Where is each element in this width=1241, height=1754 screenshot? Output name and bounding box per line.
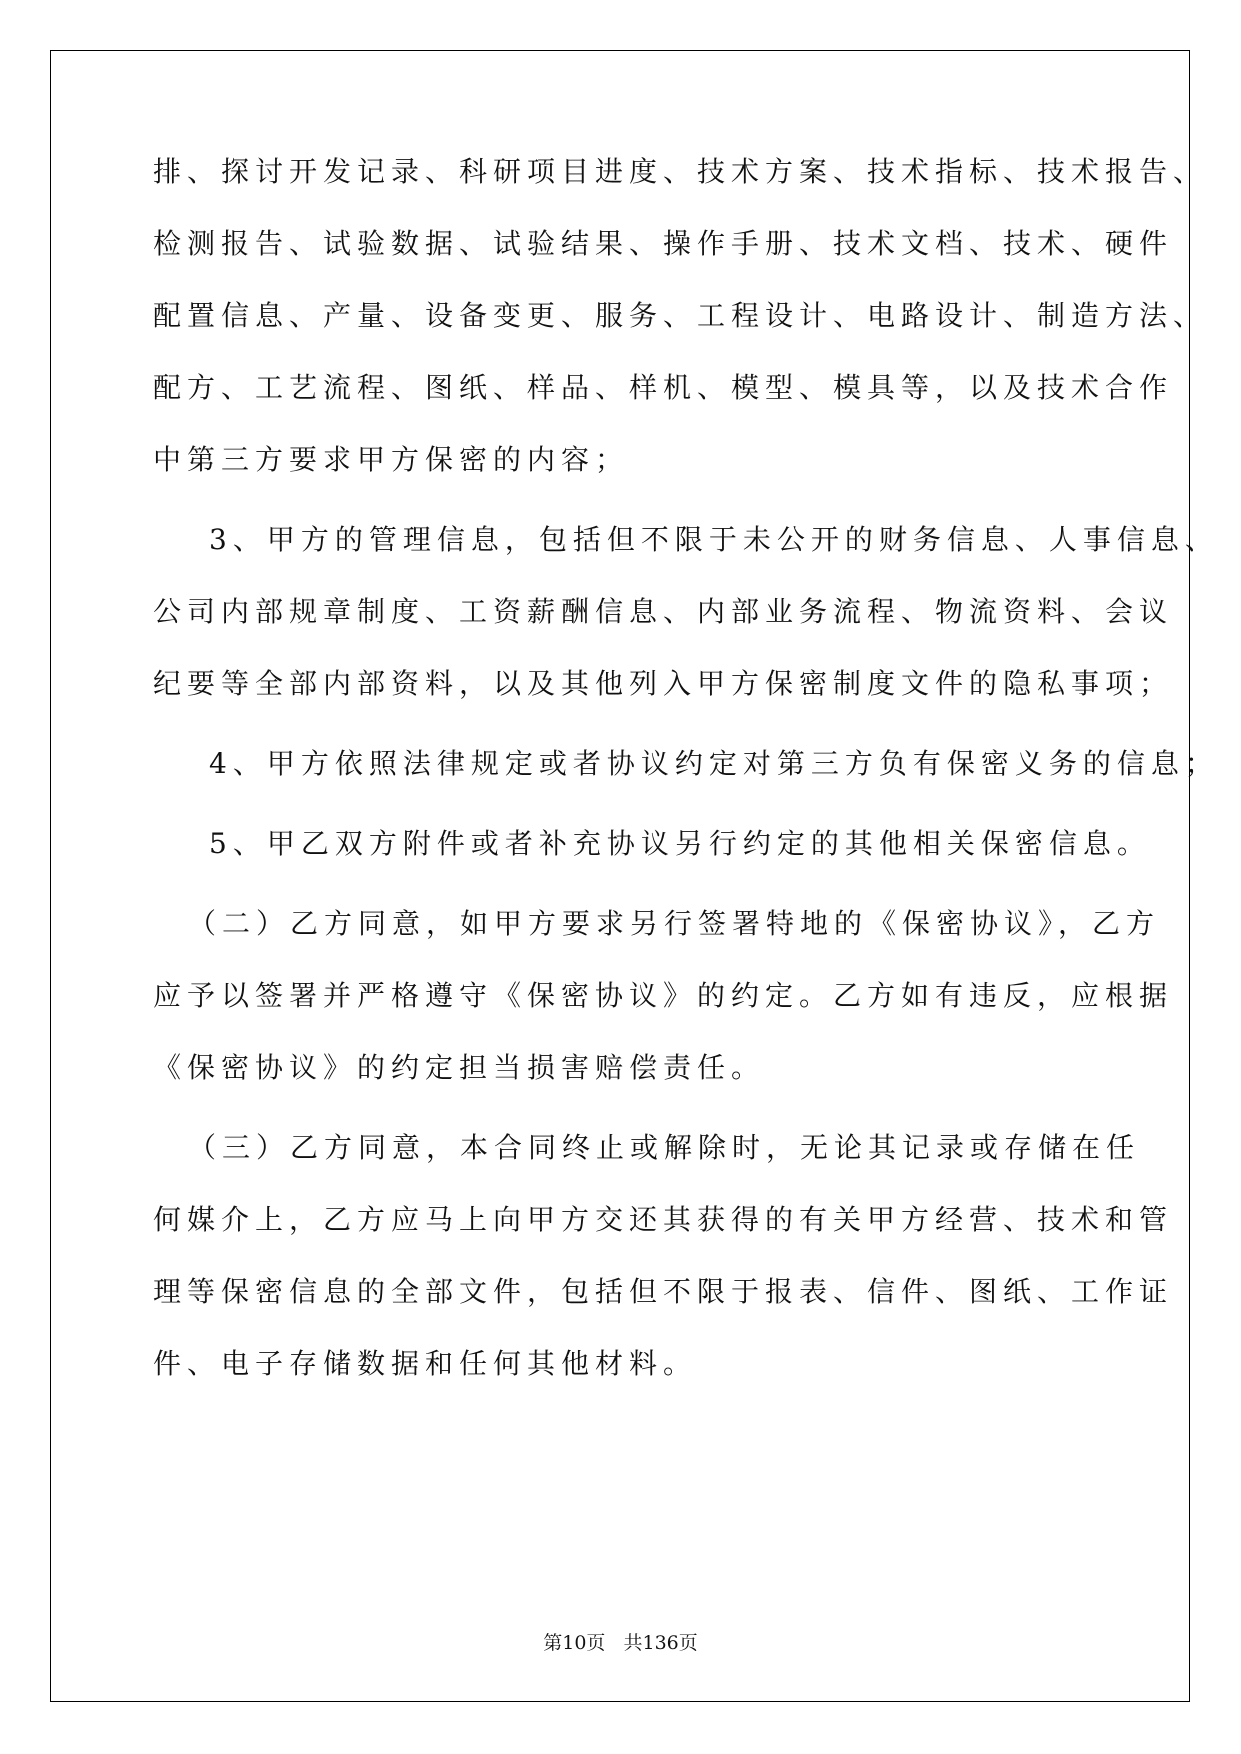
body-line: （二）乙方同意，如甲方要求另行签署特地的《保密协议》，乙方 bbox=[188, 907, 1161, 940]
body-line: （三）乙方同意，本合同终止或解除时，无论其记录或存储在任 bbox=[188, 1131, 1141, 1164]
body-line: 件、电子存储数据和任何其他材料。 bbox=[153, 1347, 698, 1380]
body-line: 5、甲乙双方附件或者补充协议另行约定的其他相关保密信息。 bbox=[209, 827, 1151, 860]
body-line: 应予以签署并严格遵守《保密协议》的约定。乙方如有违反，应根据 bbox=[153, 979, 1174, 1012]
body-line: 何媒介上，乙方应马上向甲方交还其获得的有关甲方经营、技术和管 bbox=[153, 1203, 1174, 1236]
body-line: 纪要等全部内部资料，以及其他列入甲方保密制度文件的隐私事项； bbox=[153, 667, 1174, 700]
page-number: 第10页 bbox=[543, 1632, 606, 1654]
body-line: 4、甲方依照法律规定或者协议约定对第三方负有保密义务的信息； bbox=[209, 747, 1219, 780]
body-line: 《保密协议》的约定担当损害赔偿责任。 bbox=[153, 1051, 766, 1084]
page-footer bbox=[0, 1628, 1241, 1655]
body-line: 3、甲方的管理信息，包括但不限于未公开的财务信息、人事信息、 bbox=[209, 523, 1219, 556]
body-line: 配方、工艺流程、图纸、样品、样机、模型、模具等，以及技术合作 bbox=[153, 371, 1174, 404]
body-line: 公司内部规章制度、工资薪酬信息、内部业务流程、物流资料、会议 bbox=[153, 595, 1174, 628]
body-line: 排、探讨开发记录、科研项目进度、技术方案、技术指标、技术报告、 bbox=[153, 155, 1208, 188]
body-line: 中第三方要求甲方保密的内容； bbox=[153, 443, 630, 476]
body-line: 检测报告、试验数据、试验结果、操作手册、技术文档、技术、硬件 bbox=[153, 227, 1174, 260]
body-line: 配置信息、产量、设备变更、服务、工程设计、电路设计、制造方法、 bbox=[153, 299, 1208, 332]
page-total: 共136页 bbox=[623, 1632, 698, 1654]
body-line: 理等保密信息的全部文件，包括但不限于报表、信件、图纸、工作证 bbox=[153, 1275, 1174, 1308]
